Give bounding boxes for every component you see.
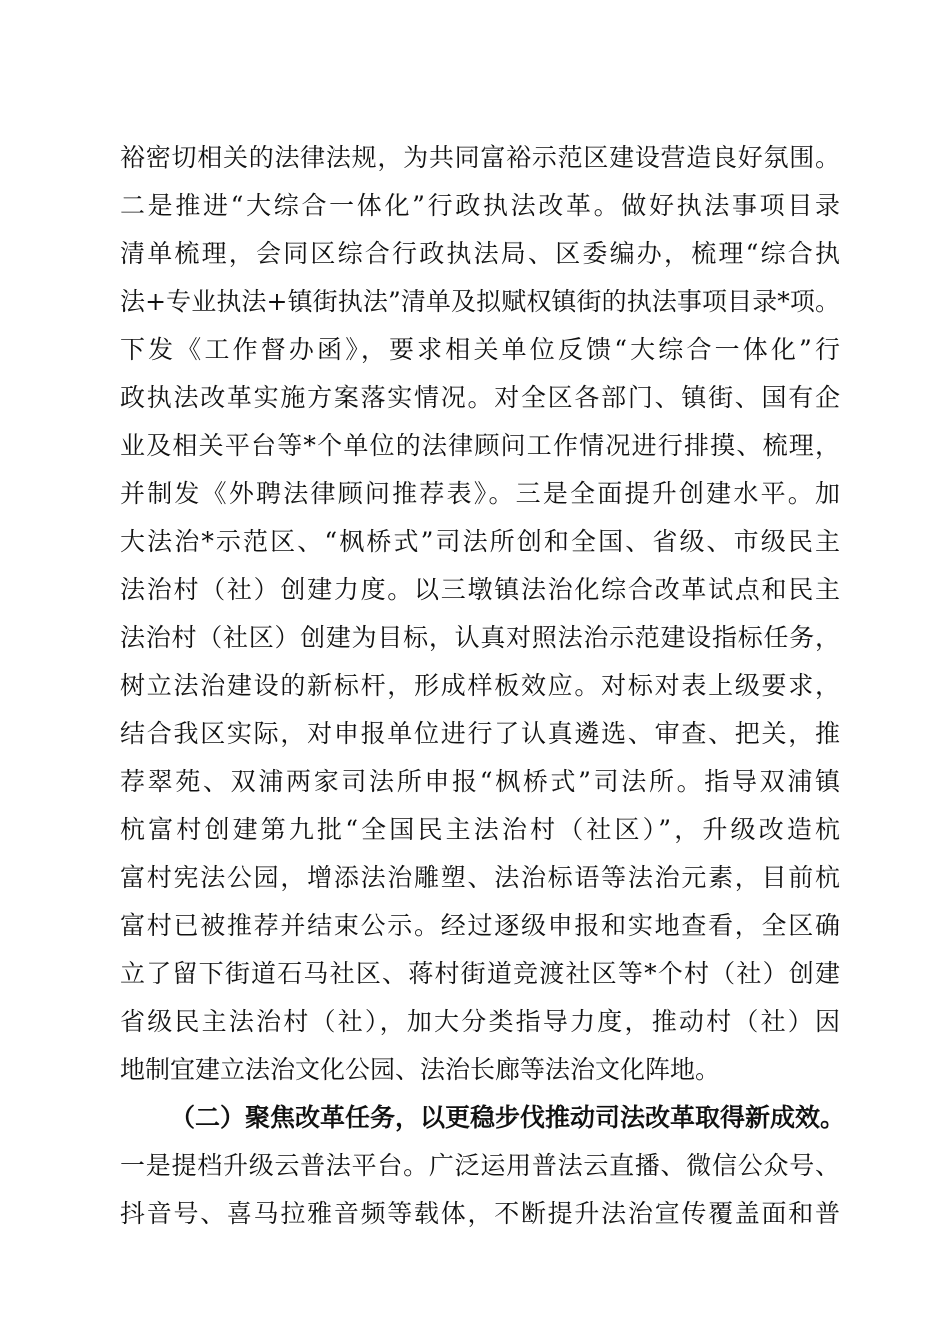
- text-line: 法+专业执法+镇街执法”清单及拟赋权镇街的执法事项目录*项。: [120, 287, 840, 316]
- text-line: 大法治*示范区、“枫桥式”司法所创和全国、省级、市级民主: [120, 527, 840, 556]
- text-line: 法治村（社区）创建为目标，认真对照法治示范建设指标任务，: [120, 623, 840, 652]
- text-line: 清单梳理，会同区综合行政执法局、区委编办，梳理“综合执: [120, 239, 840, 268]
- text-line: 抖音号、喜马拉雅音频等载体，不断提升法治宣传覆盖面和普: [120, 1199, 840, 1228]
- text-line: 富村宪法公园，增添法治雕塑、法治标语等法治元素，目前杭: [120, 863, 840, 892]
- text-line: 二是推进“大综合一体化”行政执法改革。做好执法事项目录: [120, 191, 840, 220]
- text-line: 政执法改革实施方案落实情况。对全区各部门、镇街、国有企: [120, 383, 840, 412]
- text-line: 并制发《外聘法律顾问推荐表》。三是全面提升创建水平。加: [120, 479, 840, 508]
- text-line: 一是提档升级云普法平台。广泛运用普法云直播、微信公众号、: [120, 1151, 840, 1180]
- text-line: 裕密切相关的法律法规，为共同富裕示范区建设营造良好氛围。: [120, 143, 840, 172]
- text-line: 荐翠苑、双浦两家司法所申报“枫桥式”司法所。指导双浦镇: [120, 767, 840, 796]
- text-line: 树立法治建设的新标杆，形成样板效应。对标对表上级要求，: [120, 671, 840, 700]
- text-line: 杭富村创建第九批“全国民主法治村（社区）”，升级改造杭: [120, 815, 840, 844]
- section-heading-line: （二）聚焦改革任务，以更稳步伐推动司法改革取得新成效。: [170, 1103, 846, 1132]
- text-line: 富村已被推荐并结束公示。经过逐级申报和实地查看，全区确: [120, 911, 840, 940]
- text-line: 下发《工作督办函》，要求相关单位反馈“大综合一体化”行: [120, 335, 840, 364]
- text-line: 法治村（社）创建力度。以三墩镇法治化综合改革试点和民主: [120, 575, 840, 604]
- text-line: 结合我区实际，对申报单位进行了认真遴选、审查、把关，推: [120, 719, 840, 748]
- text-line: 立了留下街道石马社区、蒋村街道竞渡社区等*个村（社）创建: [120, 959, 840, 988]
- text-line: 省级民主法治村（社），加大分类指导力度，推动村（社）因: [120, 1007, 840, 1036]
- text-line: 地制宜建立法治文化公园、法治长廊等法治文化阵地。: [120, 1055, 721, 1084]
- text-line: 业及相关平台等*个单位的法律顾问工作情况进行排摸、梳理，: [120, 431, 840, 460]
